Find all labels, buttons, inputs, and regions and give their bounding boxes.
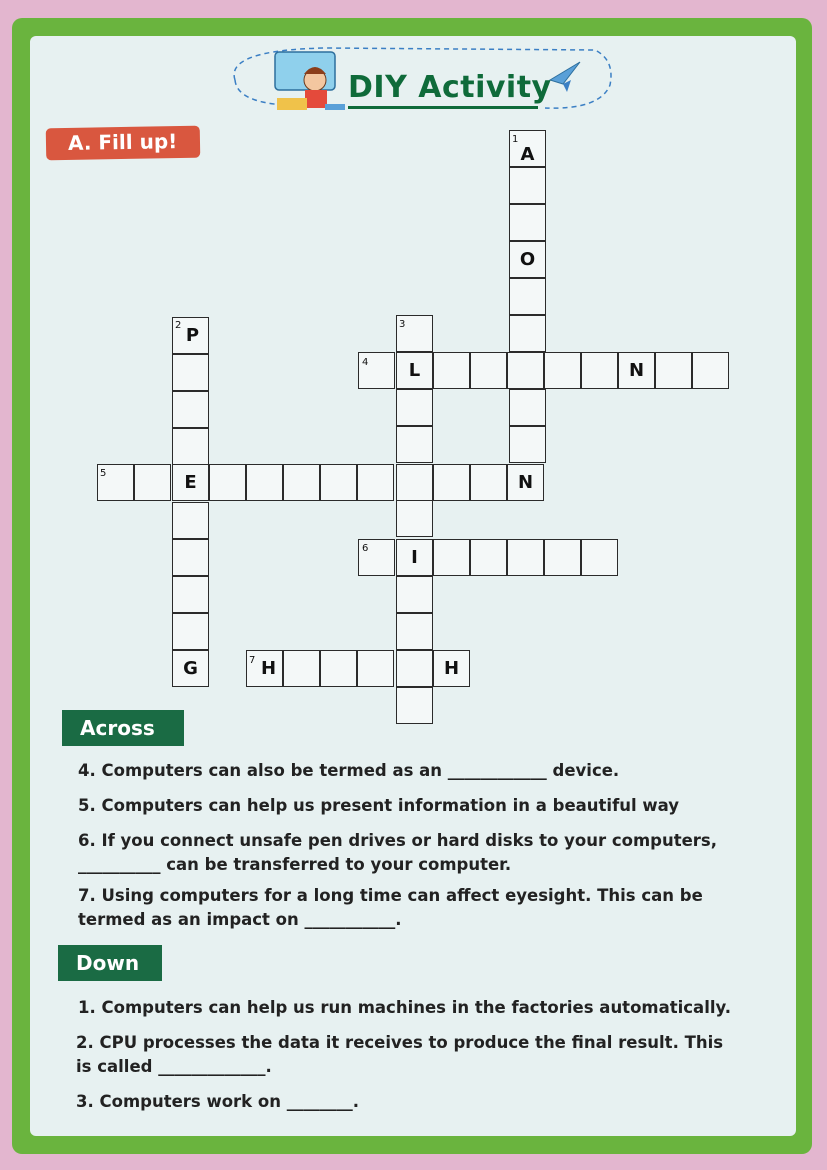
- crossword-cell[interactable]: [172, 576, 209, 613]
- given-letter: P: [185, 325, 200, 346]
- down-clue: 3. Computers work on ________.: [76, 1092, 359, 1111]
- crossword-cell[interactable]: [172, 613, 209, 650]
- given-letter: O: [519, 249, 536, 270]
- down-clue: 2. CPU processes the data it receives to produce the final result. This: [76, 1033, 724, 1052]
- crossword-cell[interactable]: [470, 464, 507, 501]
- crossword-cell[interactable]: [507, 539, 544, 576]
- crossword-cell[interactable]: [581, 539, 618, 576]
- crossword-cell[interactable]: [172, 428, 209, 465]
- crossword-cell[interactable]: [544, 352, 581, 389]
- clue-number: 4: [362, 357, 369, 368]
- clue-number: 6: [362, 543, 369, 554]
- crossword-cell[interactable]: [283, 464, 320, 501]
- given-letter: N: [628, 360, 645, 381]
- crossword-cell[interactable]: [134, 464, 171, 501]
- clue-number: 5: [100, 468, 107, 479]
- crossword-cell[interactable]: [509, 389, 546, 426]
- clue-number: 7: [249, 655, 256, 666]
- across-clue: 6. If you connect unsafe pen drives or hard disks to your computers,: [78, 831, 717, 850]
- fill-up-label: A. Fill up!: [67, 129, 178, 155]
- crossword-cell[interactable]: [396, 464, 433, 501]
- crossword-cell[interactable]: [470, 352, 507, 389]
- crossword-cell[interactable]: [581, 352, 618, 389]
- crossword-cell[interactable]: [357, 650, 394, 687]
- crossword-cell[interactable]: [320, 464, 357, 501]
- crossword-cell[interactable]: [509, 426, 546, 463]
- crossword-cell[interactable]: [172, 539, 209, 576]
- crossword-cell[interactable]: [544, 539, 581, 576]
- clue-number: 2: [175, 320, 182, 331]
- crossword-cell[interactable]: [396, 500, 433, 537]
- crossword-cell[interactable]: [172, 354, 209, 391]
- clue-number: 3: [399, 319, 406, 330]
- crossword-cell[interactable]: [396, 650, 433, 687]
- given-letter: N: [517, 472, 534, 493]
- crossword-cell[interactable]: [172, 502, 209, 539]
- crossword-cell[interactable]: [396, 426, 433, 463]
- crossword-cell[interactable]: [246, 464, 283, 501]
- given-letter: I: [411, 547, 418, 568]
- crossword-cell[interactable]: [357, 464, 394, 501]
- across-clue: 4. Computers can also be termed as an ____________ device.: [78, 761, 620, 780]
- given-letter: L: [408, 360, 421, 381]
- crossword-cell[interactable]: [320, 650, 357, 687]
- across-heading: Across: [62, 710, 184, 746]
- crossword-cell[interactable]: [396, 687, 433, 724]
- title-underline: [348, 106, 538, 109]
- crossword-cell[interactable]: [396, 389, 433, 426]
- down-clue: 1. Computers can help us run machines in the factories automatically.: [78, 998, 732, 1017]
- crossword-cell[interactable]: [433, 539, 470, 576]
- crossword-cell[interactable]: [396, 576, 433, 613]
- crossword-cell[interactable]: [507, 352, 544, 389]
- across-clue: 5. Computers can help us present information in a beautiful way: [78, 796, 680, 815]
- crossword-cell[interactable]: [509, 278, 546, 315]
- given-letter: A: [520, 144, 535, 165]
- crossword-cell[interactable]: [655, 352, 692, 389]
- given-letter: H: [260, 658, 277, 679]
- crossword-cell[interactable]: [396, 613, 433, 650]
- crossword-cell[interactable]: [283, 650, 320, 687]
- given-letter: H: [443, 658, 460, 679]
- given-letter: G: [183, 658, 198, 679]
- crossword-cell[interactable]: [509, 204, 546, 241]
- clue-number: 1: [512, 134, 519, 145]
- fill-up-badge: [46, 126, 201, 161]
- across-clue: termed as an impact on ___________.: [78, 910, 402, 929]
- down-clue: is called _____________.: [76, 1057, 272, 1076]
- down-heading: Down: [58, 945, 162, 981]
- crossword-cell[interactable]: [509, 315, 546, 352]
- crossword-cell[interactable]: [470, 539, 507, 576]
- paper-plane-icon: [550, 62, 580, 92]
- page-title: DIY Activity: [348, 70, 552, 105]
- crossword-cell[interactable]: [172, 391, 209, 428]
- crossword-cell[interactable]: [433, 352, 470, 389]
- student-icon: [275, 52, 345, 110]
- crossword-cell[interactable]: [692, 352, 729, 389]
- across-clue: 7. Using computers for a long time can affect eyesight. This can be: [78, 886, 703, 905]
- crossword-cell[interactable]: [433, 464, 470, 501]
- given-letter: E: [184, 472, 197, 493]
- across-clue: __________ can be transferred to your computer.: [78, 855, 512, 874]
- crossword-cell[interactable]: [209, 464, 246, 501]
